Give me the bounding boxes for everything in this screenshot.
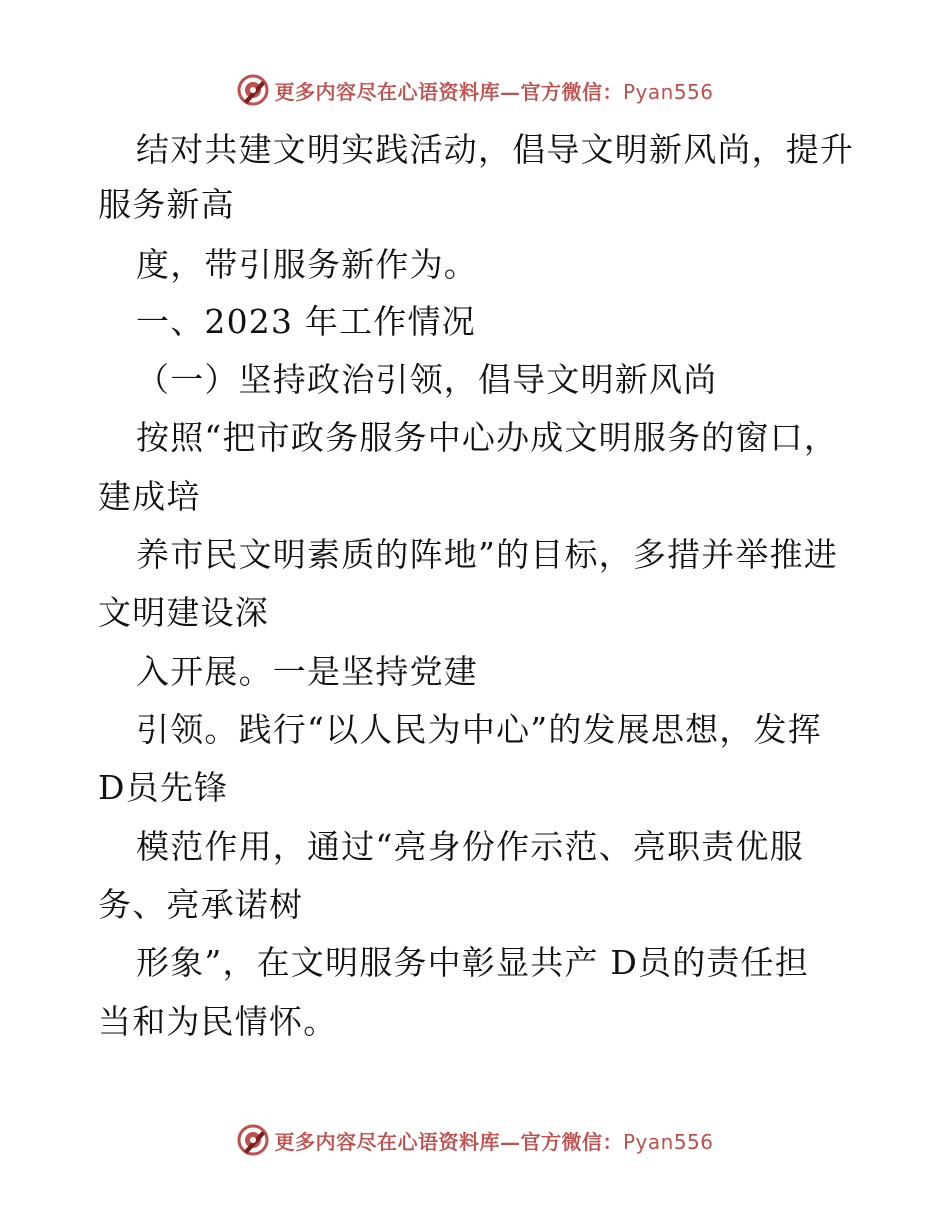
subsection-heading: （一）坚持政治引领，倡导文明新风尚 [136, 360, 718, 399]
text-line: 当和为民情怀。 [98, 1002, 338, 1041]
text-line: 务、亮承诺树 [98, 885, 304, 924]
section-heading: 一、2023 年工作情况 [136, 302, 476, 341]
footer-banner [0, 1120, 950, 1160]
text-line: 引领。践行“以人民为中心”的发展思想，发挥 [136, 710, 822, 749]
text-line: 模范作用，通过“亮身份作示范、亮职责优服 [136, 827, 804, 866]
header-banner-text: 更多内容尽在心语资料库—官方微信：Pyan556 [274, 79, 714, 104]
pen-logo-icon [236, 1123, 270, 1157]
text-line: 结对共建文明实践活动，倡导文明新风尚，提升 [136, 130, 855, 169]
text-line: D员先锋 [98, 768, 229, 807]
pen-logo-icon [236, 73, 270, 107]
header-banner [0, 70, 950, 110]
text-line: 按照“把市政务服务中心办成文明服务的窗口， [136, 418, 839, 457]
text-line: 入开展。一是坚持党建 [136, 652, 478, 691]
text-line: 文明建设深 [98, 593, 269, 632]
footer-banner-text: 更多内容尽在心语资料库—官方微信：Pyan556 [274, 1129, 714, 1154]
text-line: 建成培 [98, 477, 201, 516]
text-line: 养市民文明素质的阵地”的目标，多措并举推进 [136, 535, 839, 574]
text-line: 度，带引服务新作为。 [136, 245, 478, 284]
text-line: 形象”，在文明服务中彰显共产 D员的责任担 [136, 943, 810, 982]
text-line: 服务新高 [98, 185, 235, 224]
